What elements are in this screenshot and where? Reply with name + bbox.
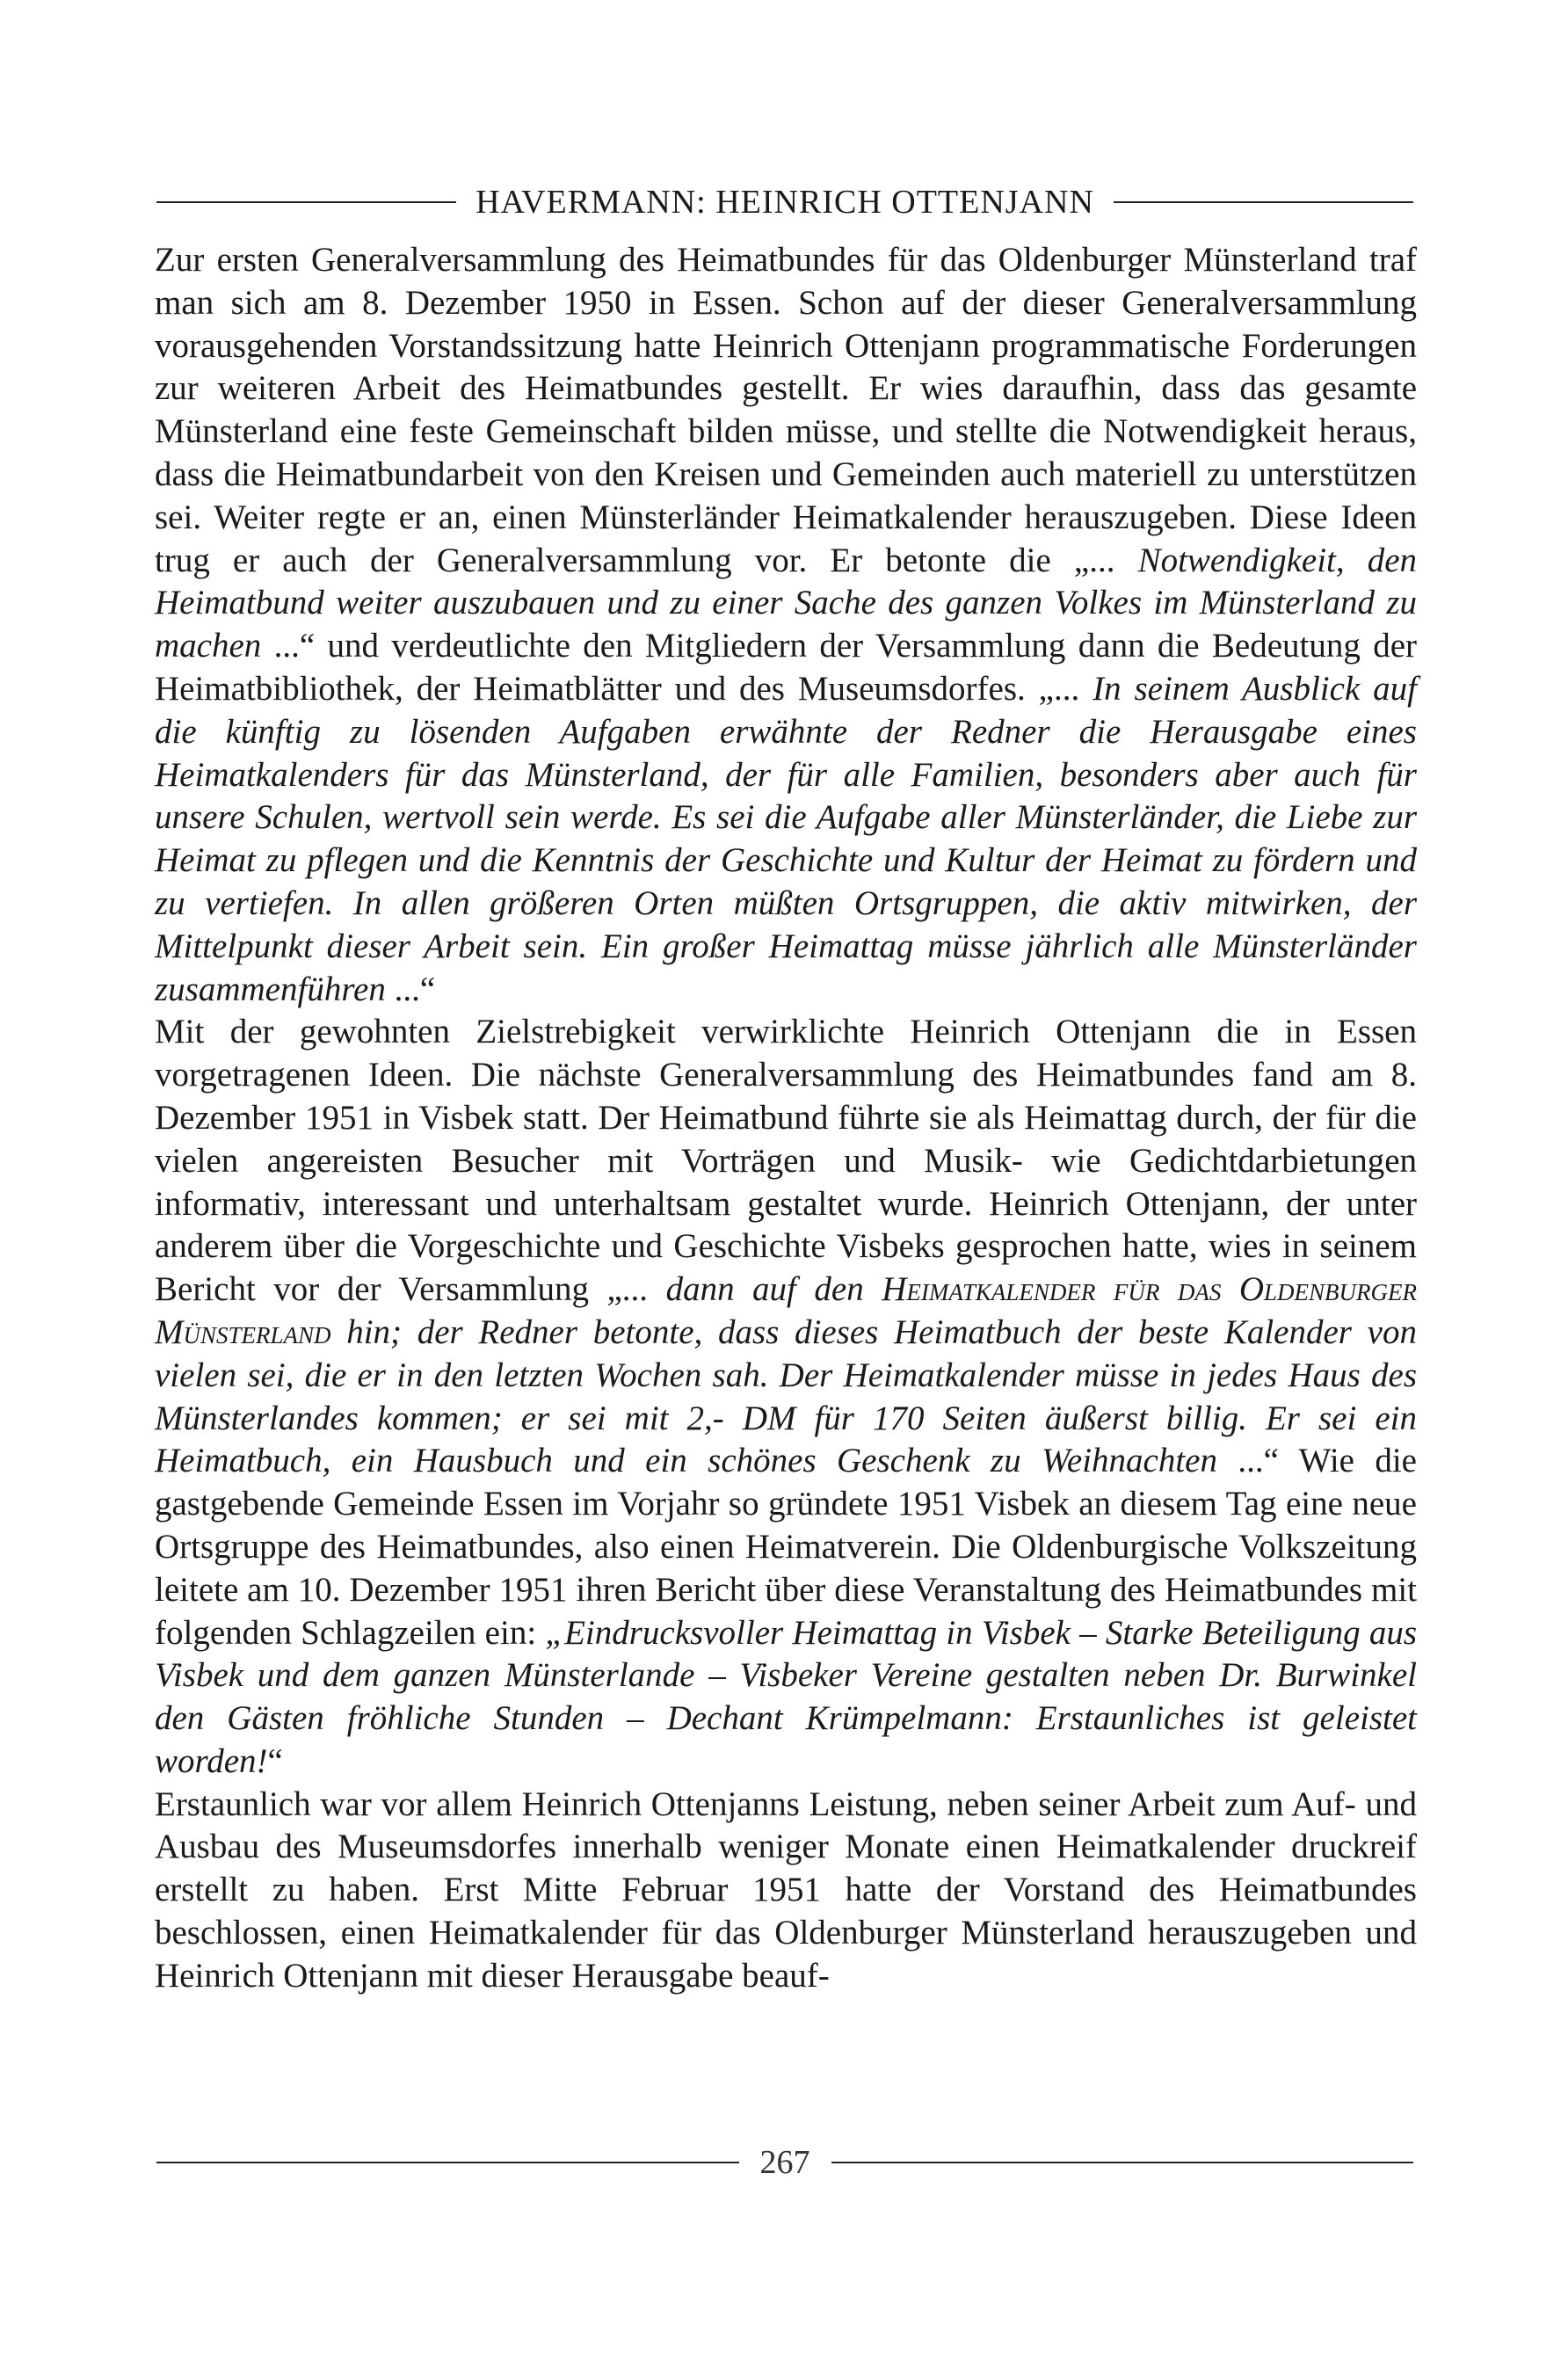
page-footer — [156, 2145, 1413, 2180]
paragraph-1-quote-1: Notwendigkeit, den Heimatbund weiter auszubauen und zu einer Sache des ganzen Volkes im Münsterland zu machen — [155, 541, 1418, 665]
footer-rule-left — [156, 2162, 739, 2163]
paragraph-1-text-b: ...“ und verdeutlichte den Mitgliedern der Versammlung dann die Bedeutung der Heimatbibliothek, der Heimatblätter und des Museumsdorfes. „... — [155, 627, 1417, 708]
header-rule-right — [1114, 201, 1413, 203]
paragraph-2-quote-1b: hin; der Redner betonte, dass dieses Heimatbuch der beste Kalender von vielen sei, die er in den letzten Wochen sah. Der Heimatkalender müsse in jedes Haus des Münsterlandes kommen; er sei mit 2,- DM für 170 Seiten äußerst billig. Er sei ein Heimatbuch, ein Hausbuch und ein schönes Geschenk zu Weihnachten — [155, 1312, 1417, 1480]
paragraph-2 — [155, 1011, 1417, 1783]
paragraph-1-quote-2: In seinem Ausblick auf die künftig zu lösenden Aufgaben erwähnte der Redner die Herausgabe eines Heimatkalenders für das Münsterland, der für alle Familien, besonders aber auch für unsere Schulen, wertvoll sein werde. Es sei die Aufgabe aller Münsterländer, die Liebe zur Heimat zu pflegen und die Kenntnis der Geschichte und Kultur der Heimat zu fördern und zu vertiefen. In allen größeren Orten müßten Ortsgruppen, die aktiv mitwirken, der Mittelpunkt dieser Arbeit sein. Ein großer Heimattag müsse jährlich alle Münsterländer zusammenführen — [155, 669, 1417, 1008]
paragraph-2-headlines-quote: „Eindrucksvoller Heimattag in Visbek – Starke Beteiligung aus Visbek und dem ganzen Münsterlande – Visbeker Vereine gestalten neben Dr. Burwinkel den Gästen fröhliche Stunden – Dechant Krümpelmann: Erstaunliches ist geleistet worden! — [155, 1613, 1417, 1780]
running-header — [156, 185, 1413, 220]
paragraph-2-quote-1a: dann auf den — [665, 1270, 882, 1309]
running-title: HAVERMANN: HEINRICH OTTENJANN — [475, 184, 1094, 221]
paragraph-2-text-c: “ — [267, 1741, 283, 1780]
paragraph-3-text: Erstaunlich war vor allem Heinrich Ottenjanns Leistung, neben seiner Arbeit zum Auf- und Ausbau des Museumsdorfes innerhalb weniger Monate einen Heimatkalender druckreif erstellt zu haben. Erst Mitte Februar 1951 hatte der Vorstand des Heimatbundes beschlossen, einen Heimatkalender für das Oldenburger Münsterland herauszugeben und Heinrich Ottenjann mit dieser Herausgabe beauf- — [155, 1785, 1417, 1995]
paragraph-1 — [155, 239, 1417, 1011]
paragraph-2-text-a: Mit der gewohnten Zielstrebigkeit verwirklichte Heinrich Ottenjann die in Essen vorgetragenen Ideen. Die nächste Generalversammlung des Heimatbundes fand am 8. Dezember 1951 in Visbek statt. Der Heimatbund führte sie als Heimattag durch, der für die vielen angereisten Besucher mit Vorträgen und Musik- wie Gedichtdarbietungen informativ, interessant und unterhaltsam gestaltet wurde. Heinrich Ottenjann, der unter anderem über die Vorgeschichte und Geschichte Visbeks gesprochen hatte, wies in seinem Bericht vor der Versammlung „... — [155, 1013, 1417, 1309]
body-text — [155, 239, 1417, 1998]
header-rule-left — [156, 201, 456, 203]
paragraph-2-text-b: ...“ Wie die gastgebende Gemeinde Essen im Vorjahr so gründete 1951 Visbek an diesem Tag eine neue Ortsgruppe des Heimatbundes, also einen Heimatverein. Die Oldenburgische Volkszeitung leitete am 10. Dezember 1951 ihren Bericht über diese Veranstaltung des Heimatbundes mit folgenden Schlagzeilen ein: — [155, 1442, 1417, 1652]
paragraph-2-calendar-title: Heimatkalender für das Oldenburger Münsterland — [155, 1270, 1417, 1351]
page-number: 267 — [759, 2144, 810, 2181]
footer-rule-right — [831, 2162, 1414, 2163]
paragraph-1-text-a: Zur ersten Generalversammlung des Heimatbundes für das Oldenburger Münsterland traf man sich am 8. Dezember 1950 in Essen. Schon auf der dieser Generalversammlung vorausgehenden Vorstandssitzung hatte Heinrich Ottenjann programmatische Forderungen zur weiteren Arbeit des Heimatbundes gestellt. Er wies daraufhin, dass das gesamte Münsterland eine feste Gemeinschaft bilden müsse, und stellte die Notwendigkeit heraus, dass die Heimatbundarbeit von den Kreisen und Gemeinden auch materiell zu unterstützen sei. Weiter regte er an, einen Münsterländer Heimatkalender herauszugeben. Diese Ideen trug er auch der Generalversammlung vor. Er betonte die „... — [155, 241, 1417, 579]
paragraph-1-text-c: ...“ — [385, 970, 436, 1008]
paragraph-3 — [155, 1784, 1417, 1998]
